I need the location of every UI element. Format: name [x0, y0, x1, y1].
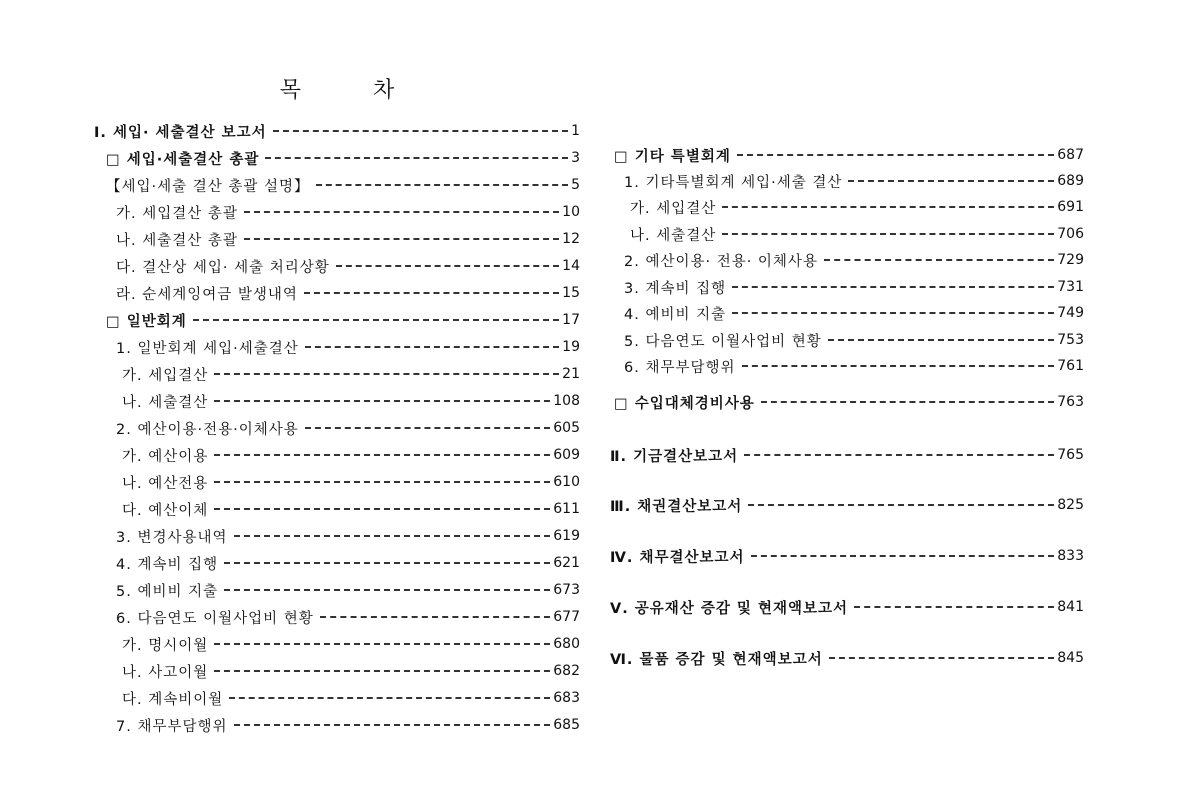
dot-leader	[273, 130, 568, 132]
dot-leader	[732, 286, 1054, 288]
toc-entry-page: 12	[562, 231, 580, 247]
toc-entry[interactable]	[624, 329, 1084, 351]
toc-entry[interactable]	[122, 660, 580, 682]
dot-leader	[336, 265, 559, 267]
toc-entry-page: 21	[562, 366, 580, 382]
toc-entry-page: 609	[553, 447, 580, 463]
toc-entry[interactable]	[614, 144, 1084, 166]
toc-entry-page: 15	[562, 285, 580, 301]
toc-entry-label: 가. 명시이월	[122, 637, 209, 654]
dot-leader	[193, 319, 559, 321]
toc-entry[interactable]	[94, 120, 580, 142]
dot-leader	[722, 233, 1054, 235]
toc-entry-page: 680	[553, 636, 580, 652]
toc-entry[interactable]	[624, 170, 1084, 192]
toc-entry-page: 729	[1057, 252, 1084, 268]
toc-entry-page: 610	[553, 474, 580, 490]
toc-entry-label: 7. 채무부담행위	[116, 718, 228, 735]
toc-entry-page: 621	[553, 555, 580, 571]
toc-entry[interactable]	[610, 647, 1084, 669]
toc-entry[interactable]	[116, 417, 580, 439]
toc-entry-label: 나. 세출결산 총괄	[116, 232, 238, 249]
toc-entry[interactable]	[630, 223, 1084, 245]
dot-leader	[854, 606, 1054, 608]
toc-entry-label: 4. 계속비 집행	[116, 556, 219, 573]
dot-leader	[732, 312, 1054, 314]
toc-entry-label: Ⅴ. 공유재산 증감 및 현재액보고서	[610, 600, 849, 617]
toc-entry-label: 1. 기타특별회계 세입·세출 결산	[624, 174, 843, 191]
toc-entry-label: □ 세입·세출결산 총괄	[106, 151, 260, 168]
toc-entry[interactable]	[116, 336, 580, 358]
dot-leader	[304, 292, 559, 294]
page-title: 목차	[279, 78, 467, 103]
toc-entry-label: 나. 예산전용	[122, 475, 209, 492]
toc-entry-page: 685	[553, 717, 580, 733]
toc-entry-page: 683	[553, 690, 580, 706]
toc-entry-label: □ 일반회계	[106, 313, 187, 330]
toc-entry-label: 2. 예산이용·전용·이체사용	[116, 421, 299, 438]
toc-entry-page: 841	[1057, 599, 1084, 615]
toc-entry-page: 749	[1057, 305, 1084, 321]
toc-entry-page: 825	[1057, 497, 1084, 513]
toc-entry[interactable]	[122, 633, 580, 655]
toc-entry-page: 19	[562, 339, 580, 355]
dot-leader	[214, 400, 550, 402]
dot-leader	[316, 184, 569, 186]
toc-entry-page: 833	[1057, 548, 1084, 564]
toc-entry[interactable]	[610, 444, 1084, 466]
dot-leader	[265, 157, 568, 159]
toc-entry-page: 845	[1057, 650, 1084, 666]
toc-entry-label: 다. 예산이체	[122, 502, 209, 519]
toc-entry[interactable]	[610, 596, 1084, 618]
toc-entry-page: 687	[1057, 147, 1084, 163]
toc-entry[interactable]	[116, 606, 580, 628]
dot-leader	[722, 206, 1054, 208]
dot-leader	[224, 589, 550, 591]
toc-entry[interactable]	[106, 309, 580, 331]
toc-entry-label: 다. 결산상 세입· 세출 처리상황	[116, 259, 330, 276]
toc-entry-label: 가. 예산이용	[122, 448, 209, 465]
toc-entry-label: 4. 예비비 지출	[624, 306, 727, 323]
toc-entry[interactable]	[106, 147, 580, 169]
dot-leader	[848, 180, 1054, 182]
dot-leader	[244, 238, 559, 240]
toc-entry[interactable]	[116, 714, 580, 736]
dot-leader	[214, 670, 550, 672]
toc-entry-page: 682	[553, 663, 580, 679]
toc-entry-page: 753	[1057, 332, 1084, 348]
toc-entry[interactable]	[624, 276, 1084, 298]
dot-leader	[214, 508, 550, 510]
dot-leader	[244, 211, 559, 213]
toc-entry-page: 689	[1057, 173, 1084, 189]
toc-entry-page: 14	[562, 258, 580, 274]
toc-entry[interactable]	[116, 228, 580, 250]
toc-entry-page: 605	[553, 420, 580, 436]
toc-entry[interactable]	[610, 545, 1084, 567]
toc-entry-page: 677	[553, 609, 580, 625]
toc-entry-label: Ⅱ. 기금결산보고서	[610, 448, 739, 465]
toc-entry-label: 가. 세입결산	[122, 367, 209, 384]
dot-leader	[828, 339, 1055, 341]
toc-entry-label: 나. 세출결산	[630, 227, 717, 244]
toc-entry[interactable]	[116, 579, 580, 601]
dot-leader	[737, 154, 1054, 156]
dot-leader	[214, 454, 550, 456]
dot-leader	[214, 643, 550, 645]
dot-leader	[234, 724, 551, 726]
toc-entry-page: 108	[553, 393, 580, 409]
toc-entry-label: 5. 예비비 지출	[116, 583, 219, 600]
dot-leader	[214, 373, 559, 375]
dot-leader	[224, 562, 550, 564]
toc-entry-label: 나. 사고이월	[122, 664, 209, 681]
toc-entry-label: 6. 다음연도 이월사업비 현황	[116, 610, 314, 627]
dot-leader	[214, 481, 550, 483]
toc-entry-label: 6. 채무부담행위	[624, 359, 736, 376]
toc-entry-page: 691	[1057, 199, 1084, 215]
toc-entry-page: 10	[562, 204, 580, 220]
toc-entry-label: 1. 일반회계 세입·세출결산	[116, 340, 299, 357]
toc-entry-page: 763	[1057, 394, 1084, 410]
toc-entry-page: 619	[553, 528, 580, 544]
toc-entry-label: 2. 예산이용· 전용· 이체사용	[624, 253, 818, 270]
toc-entry[interactable]	[116, 282, 580, 304]
toc-entry-page: 673	[553, 582, 580, 598]
toc-entry[interactable]	[122, 471, 580, 493]
toc-entry[interactable]	[116, 255, 580, 277]
toc-entry-label: □ 수입대체경비사용	[614, 395, 755, 412]
toc-entry-page: 706	[1057, 226, 1084, 242]
dot-leader	[234, 535, 551, 537]
toc-entry-label: 나. 세출결산	[122, 394, 209, 411]
toc-entry[interactable]	[614, 391, 1084, 413]
toc-entry-label: □ 기타 특별회계	[614, 148, 731, 165]
toc-entry-label: 가. 세입결산 총괄	[116, 205, 238, 222]
dot-leader	[305, 346, 559, 348]
toc-entry[interactable]	[106, 174, 580, 196]
toc-entry[interactable]	[624, 302, 1084, 324]
toc-entry[interactable]	[122, 498, 580, 520]
toc-entry[interactable]	[116, 525, 580, 547]
toc-entry[interactable]	[624, 249, 1084, 271]
dot-leader	[229, 697, 550, 699]
toc-entry[interactable]	[116, 201, 580, 223]
toc-entry[interactable]	[116, 552, 580, 574]
dot-leader	[305, 427, 551, 429]
toc-entry-page: 1	[571, 123, 580, 139]
dot-leader	[748, 504, 1054, 506]
toc-entry-page: 611	[553, 501, 580, 517]
toc-entry-label: Ⅰ. 세입· 세출결산 보고서	[94, 124, 267, 141]
dot-leader	[829, 657, 1055, 659]
toc-entry[interactable]	[122, 444, 580, 466]
toc-entry[interactable]	[122, 363, 580, 385]
toc-entry-label: 3. 변경사용내역	[116, 529, 228, 546]
toc-entry-label: 가. 세입결산	[630, 200, 717, 217]
toc-entry-label: 3. 계속비 집행	[624, 280, 727, 297]
toc-entry-label: 5. 다음연도 이월사업비 현황	[624, 333, 822, 350]
toc-entry-label: 【세입·세출 결산 총괄 설명】	[106, 178, 310, 195]
toc-entry[interactable]	[122, 390, 580, 412]
toc-entry[interactable]	[624, 355, 1084, 377]
dot-leader	[744, 454, 1054, 456]
toc-entry[interactable]	[122, 687, 580, 709]
toc-entry-label: Ⅵ. 물품 증감 및 현재액보고서	[610, 651, 823, 668]
dot-leader	[751, 555, 1055, 557]
toc-entry[interactable]	[630, 196, 1084, 218]
dot-leader	[761, 401, 1054, 403]
dot-leader	[742, 365, 1055, 367]
dot-leader	[320, 616, 551, 618]
toc-entry-page: 3	[571, 150, 580, 166]
toc-entry-page: 765	[1057, 447, 1084, 463]
toc-entry-page: 5	[571, 177, 580, 193]
toc-entry-page: 17	[562, 312, 580, 328]
toc-entry[interactable]	[610, 494, 1084, 516]
toc-entry-page: 761	[1057, 358, 1084, 374]
toc-entry-label: Ⅲ. 채권결산보고서	[610, 498, 743, 515]
toc-entry-label: Ⅳ. 채무결산보고서	[610, 549, 745, 566]
toc-entry-label: 다. 계속비이월	[122, 691, 224, 708]
toc-entry-label: 라. 순세계잉여금 발생내역	[116, 286, 298, 303]
toc-entry-page: 731	[1057, 279, 1084, 295]
dot-leader	[824, 259, 1054, 261]
